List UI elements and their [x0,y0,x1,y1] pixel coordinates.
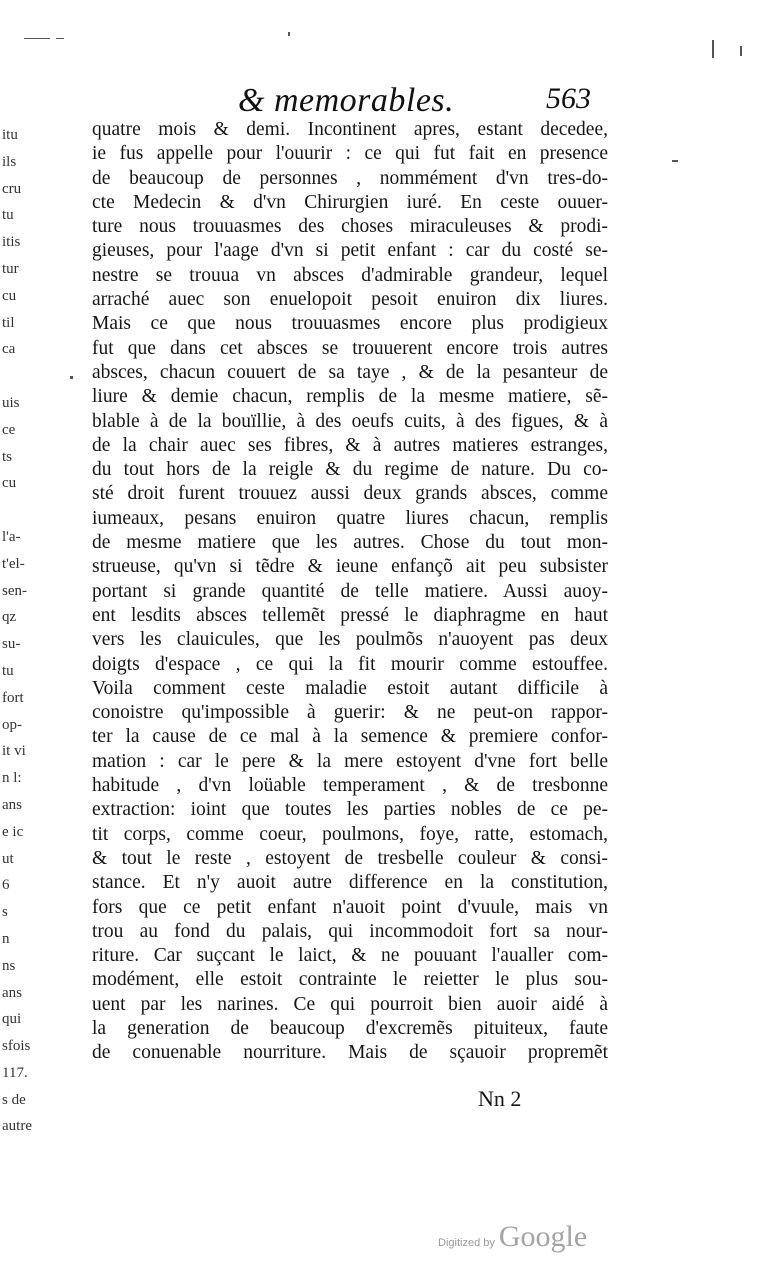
text-line: de conuenable nourriture. Mais de sçauoir propremẽt [92,1042,608,1064]
margin-fragment: tur [2,260,19,277]
text-line: nestre se trouua vn absces d'admirable grandeur, lequel [92,264,608,286]
text-line: habitude , d'vn loüable temperament , & de tresbonne [92,775,608,797]
margin-fragment: tu [2,207,14,224]
margin-fragment: ce [2,421,16,438]
margin-fragment: ans [2,796,22,813]
text-line: ter la cause de ce mal à la semence & premiere confor- [92,726,608,748]
margin-fragment: uis [2,394,20,411]
text-line: extraction: ioint que toutes les parties nobles de ce pe- [92,799,608,821]
margin-fragment: fort [2,689,24,706]
margin-fragment: sen- [2,582,27,599]
scan-dash-top-left-2 [56,38,64,39]
margin-fragment: cu [2,287,17,304]
text-line: du tout hors de la reigle & du regime de nature. Du co- [92,459,608,481]
text-line: ent lesdits absces tellemẽt pressé le diaphragme en haut [92,604,608,626]
margin-fragment: ils [2,153,17,170]
margin-fragment [2,363,36,390]
margin-fragment: autre [2,1118,32,1135]
margin-fragment: ts [2,448,13,465]
margin-fragment: e ic [2,823,24,840]
margin-fragment: qui [2,1011,22,1028]
margin-fragment: itu [2,127,18,143]
margin-fragment: s [2,904,8,921]
text-line: vers les clauicules, que les poulmõs n'auoyent pas deux [92,629,608,651]
text-line: fors que ce petit enfant n'auoit point d'vuule, mais vn [92,896,608,918]
margin-fragment: 6 [2,877,10,894]
scan-tick-top-right-2 [740,46,742,56]
text-line: la generation de beaucoup d'excremẽs pituiteux, faute [92,1017,608,1039]
digitized-watermark [438,1220,587,1254]
scan-tick-top-right [712,40,714,58]
margin-fragment: op- [2,716,22,733]
text-line: iumeaux, pesans enuiron quatre liures chacun, remplis [92,507,608,529]
margin-fragment: cu [2,475,17,492]
text-line: ie fus appelle pour l'ouurir : ce qui fut fait en presence [92,143,608,165]
text-line: tit corps, comme coeur, poulmons, foye, ratte, estomach, [92,823,608,845]
text-line: de la chair auec ses fibres, & à autres matieres estranges, [92,434,608,456]
text-line: gieuses, pour l'aage d'vn si petit enfant : car du costé se- [92,240,608,262]
margin-fragment: cru [2,180,22,197]
margin-fragment: 117. [2,1064,28,1081]
text-line: sté droit furent trouuez aussi deux grands absces, comme [92,483,608,505]
text-line: ture nous trouuasmes des choses miraculeuses & prodi- [92,216,608,238]
margin-fragment: su- [2,636,21,653]
margin-fragment: t'el- [2,555,25,572]
running-head: & memorables. [238,82,455,119]
text-line: blable à de la bouïllie, à des oeufs cuits, à des figues, & à [92,410,608,432]
scan-dash-top-left [24,38,50,39]
text-line: arraché auec son enuelopoit pesoit enuiron dix liures. [92,289,608,311]
text-line: liure & demie chacun, remplis de la mesme matiere, sẽ- [92,386,608,408]
margin-fragment: tu [2,662,14,679]
margin-fragment: ut [2,850,14,867]
text-line: modément, elle estoit contrainte le reietter le plus sou- [92,969,608,991]
text-line: portant si grande quantité de telle matiere. Aussi auoy- [92,580,608,602]
text-line: stance. Et n'y auoit autre difference en la constitution, [92,872,608,894]
page-number: 563 [546,82,591,115]
margin-fragment: sfois [2,1038,31,1055]
text-line: mation : car le pere & la mere estoyent d'vne fort belle [92,750,608,772]
text-line: de mesme matiere que les autres. Chose du tout mon- [92,532,608,554]
scan-dot-left [70,376,73,379]
text-line: & tout le reste , estoyent de tresbelle couleur & consi- [92,847,608,869]
text-line: conoistre qu'impossible à guerir: & ne peut-on rappor- [92,702,608,724]
watermark-prefix: Digitized by [438,1237,495,1249]
margin-fragment: qz [2,609,17,626]
margin-fragment: ans [2,984,22,1001]
margin-fragment: ca [2,341,16,358]
scan-dot-top [288,32,290,36]
margin-fragment: n l: [2,770,22,787]
margin-fragment: it vi [2,743,26,760]
margin-fragment: l'a- [2,528,21,545]
text-line: absces, chacun couuert de sa taye , & de la pesanteur de [92,361,608,383]
text-line: doigts d'espace , ce qui la fit mourir comme estouffee. [92,653,608,675]
margin-fragment [2,497,36,524]
scan-dash-right [672,160,678,162]
text-line: strueuse, qu'vn si tẽdre & ieune enfançõ ait peu subsister [92,556,608,578]
text-line: fut que dans cet absces se trouuerent encore trois autres [92,337,608,359]
signature-mark: Nn 2 [478,1086,522,1111]
margin-fragment: til [2,314,15,331]
left-margin-bleedthrough [2,122,36,1140]
text-line: Mais ce que nous trouuasmes encore plus prodigieux [92,313,608,335]
margin-fragment: ns [2,957,16,974]
margin-fragment: n [2,930,10,947]
margin-fragment: s de [2,1091,26,1108]
text-line: riture. Car suçcant le laict, & ne pouuant l'aualler com- [92,945,608,967]
text-line: de beaucoup de personnes , nommément d'vn tres-do- [92,167,608,189]
text-line: uent par les narines. Ce qui pourroit bien auoir aidé à [92,993,608,1015]
google-logo: Google [498,1220,588,1253]
body-text [92,118,608,1066]
text-line: trou au fond du palais, qui incommodoit fort sa nour- [92,920,608,942]
text-line: quatre mois & demi. Incontinent apres, estant decedee, [92,119,608,140]
text-line: Voila comment ceste maladie estoit autant difficile à [92,677,608,699]
text-line: cte Medecin & d'vn Chirurgien iuré. En ceste ouuer- [92,191,608,213]
margin-fragment: itis [2,234,21,251]
